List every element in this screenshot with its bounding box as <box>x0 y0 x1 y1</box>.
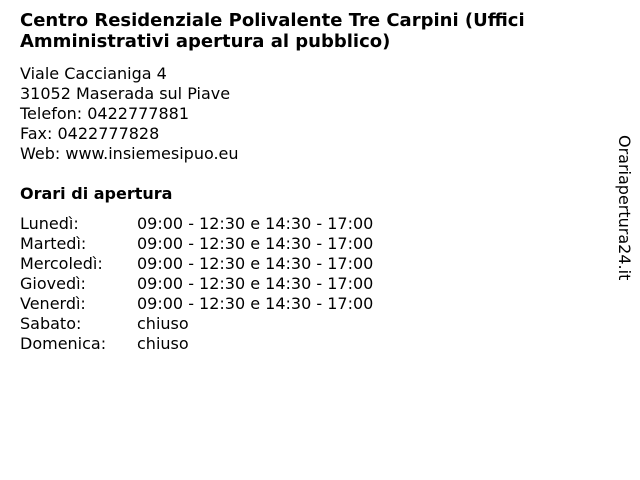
hours-row-wednesday <box>20 254 373 274</box>
hours-day: Mercoledì: <box>20 254 103 273</box>
city-address: 31052 Maserada sul Piave <box>20 84 231 103</box>
street-address: Viale Caccianiga 4 <box>20 64 167 83</box>
hours-row-monday <box>20 214 373 234</box>
hours-row-sunday <box>20 334 373 354</box>
hours-time: 09:00 - 12:30 e 14:30 - 17:00 <box>137 274 374 293</box>
hours-day: Venerdì: <box>20 294 86 313</box>
hours-time: chiuso <box>137 334 189 353</box>
hours-time: 09:00 - 12:30 e 14:30 - 17:00 <box>137 254 374 273</box>
hours-day: Martedì: <box>20 234 87 253</box>
hours-time: 09:00 - 12:30 e 14:30 - 17:00 <box>137 294 374 313</box>
hours-time: chiuso <box>137 314 189 333</box>
page-title: Centro Residenziale Polivalente Tre Carpini (Uffici Amministrativi apertura al pubblico) <box>20 10 525 52</box>
hours-time: 09:00 - 12:30 e 14:30 - 17:00 <box>137 234 374 253</box>
address-block <box>20 64 239 164</box>
hours-row-friday <box>20 294 373 314</box>
hours-day: Giovedì: <box>20 274 86 293</box>
hours-day: Lunedì: <box>20 214 79 233</box>
site-brand-watermark: Orariapertura24.it <box>615 135 634 281</box>
opening-hours-table <box>20 214 373 354</box>
hours-row-thursday <box>20 274 373 294</box>
hours-day: Domenica: <box>20 334 107 353</box>
hours-row-saturday <box>20 314 373 334</box>
hours-time: 09:00 - 12:30 e 14:30 - 17:00 <box>137 214 374 233</box>
website-link[interactable]: Web: www.insiemesipuo.eu <box>20 144 239 163</box>
hours-day: Sabato: <box>20 314 82 333</box>
phone-number: Telefon: 0422777881 <box>20 104 190 123</box>
opening-hours-heading: Orari di apertura <box>20 184 173 203</box>
fax-number: Fax: 0422777828 <box>20 124 160 143</box>
hours-row-tuesday <box>20 234 373 254</box>
